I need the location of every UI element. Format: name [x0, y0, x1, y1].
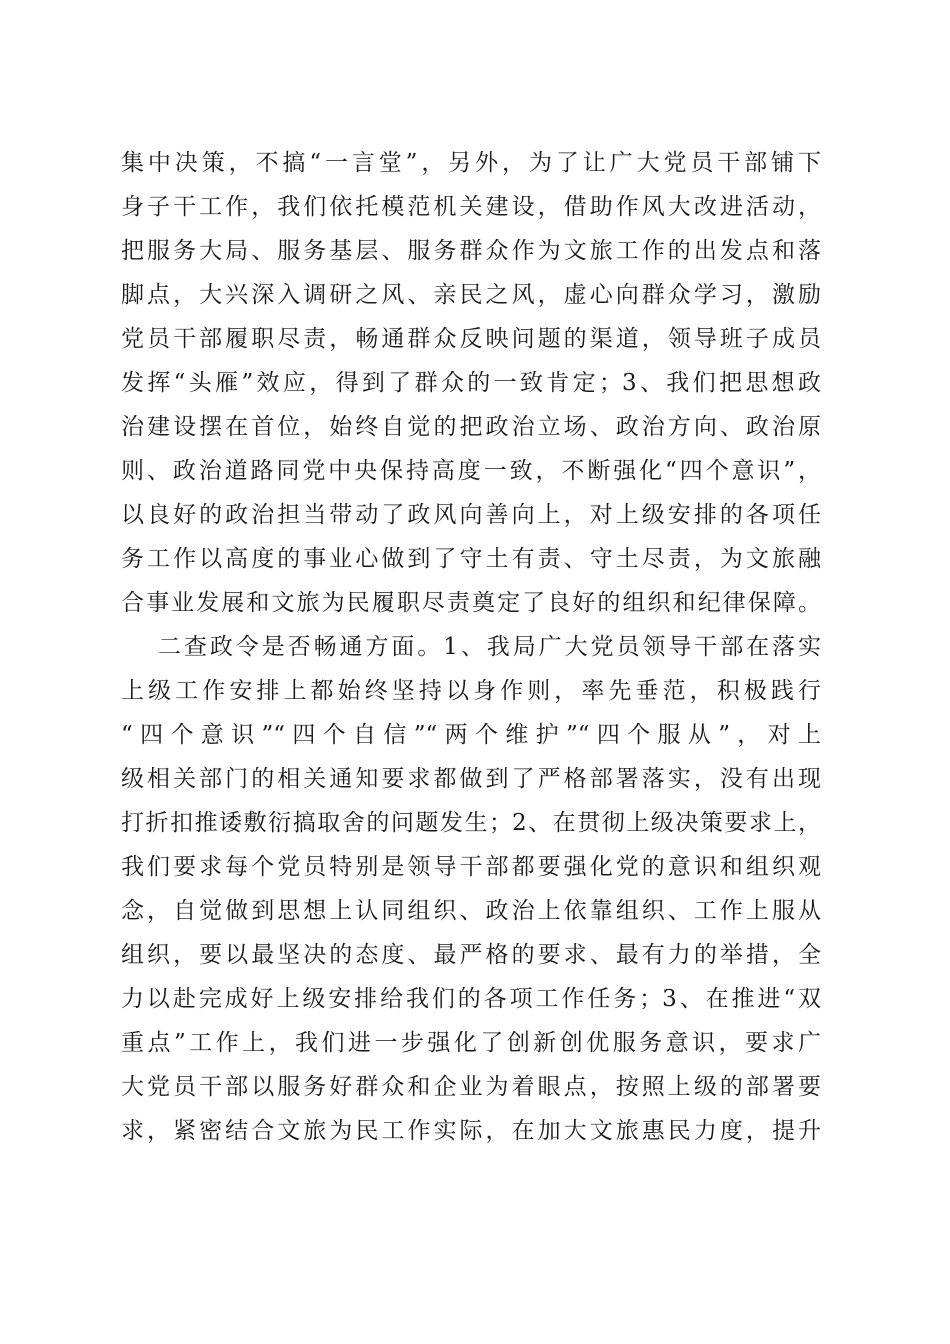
text-line: 组织，要以最坚决的态度、最严格的要求、最有力的举措，全 — [121, 942, 821, 968]
text-line: 集中决策，不搞“一言堂”，另外，为了让广大党员干部铺下 — [121, 150, 821, 176]
text-line: 以良好的政治担当带动了政风向善向上，对上级安排的各项任 — [121, 502, 821, 528]
text-line: 脚点，大兴深入调研之风、亲民之风，虚心向群众学习，激励 — [121, 282, 821, 308]
text-line: 级相关部门的相关通知要求都做到了严格部署落实，没有出现 — [121, 766, 821, 792]
text-line: 我们要求每个党员特别是领导干部都要强化党的意识和组织观 — [121, 854, 821, 880]
text-line: 重点”工作上，我们进一步强化了创新创优服务意识，要求广 — [121, 1030, 821, 1056]
text-line: 治建设摆在首位，始终自觉的把政治立场、政治方向、政治原 — [121, 414, 821, 440]
text-line: 务工作以高度的事业心做到了守土有责、守土尽责，为文旅融 — [121, 546, 821, 572]
text-line: 求，紧密结合文旅为民工作实际，在加大文旅惠民力度，提升 — [121, 1118, 821, 1144]
text-line: 大党员干部以服务好群众和企业为着眼点，按照上级的部署要 — [121, 1074, 821, 1100]
text-line: “四个意识”“四个自信”“两个维护”“四个服从”，对上 — [121, 722, 821, 748]
text-line: 力以赴完成好上级安排给我们的各项工作任务；3、在推进“双 — [121, 986, 821, 1012]
text-line: 二查政令是否畅通方面。1、我局广大党员领导干部在落实 — [158, 634, 821, 660]
text-line: 发挥“头雁”效应，得到了群众的一致肯定；3、我们把思想政 — [121, 370, 821, 396]
text-line: 合事业发展和文旅为民履职尽责奠定了良好的组织和纪律保障。 — [121, 590, 821, 616]
text-line: 党员干部履职尽责，畅通群众反映问题的渠道，领导班子成员 — [121, 326, 821, 352]
text-line: 念，自觉做到思想上认同组织、政治上依靠组织、工作上服从 — [121, 898, 821, 924]
text-line: 上级工作安排上都始终坚持以身作则，率先垂范，积极践行 — [121, 678, 821, 704]
text-line: 则、政治道路同党中央保持高度一致，不断强化“四个意识”， — [121, 458, 821, 484]
text-line: 打折扣推诿敷衍搞取舍的问题发生；2、在贯彻上级决策要求上， — [121, 810, 821, 836]
text-line: 把服务大局、服务基层、服务群众作为文旅工作的出发点和落 — [121, 238, 821, 264]
text-line: 身子干工作，我们依托模范机关建设，借助作风大改进活动， — [121, 194, 821, 220]
